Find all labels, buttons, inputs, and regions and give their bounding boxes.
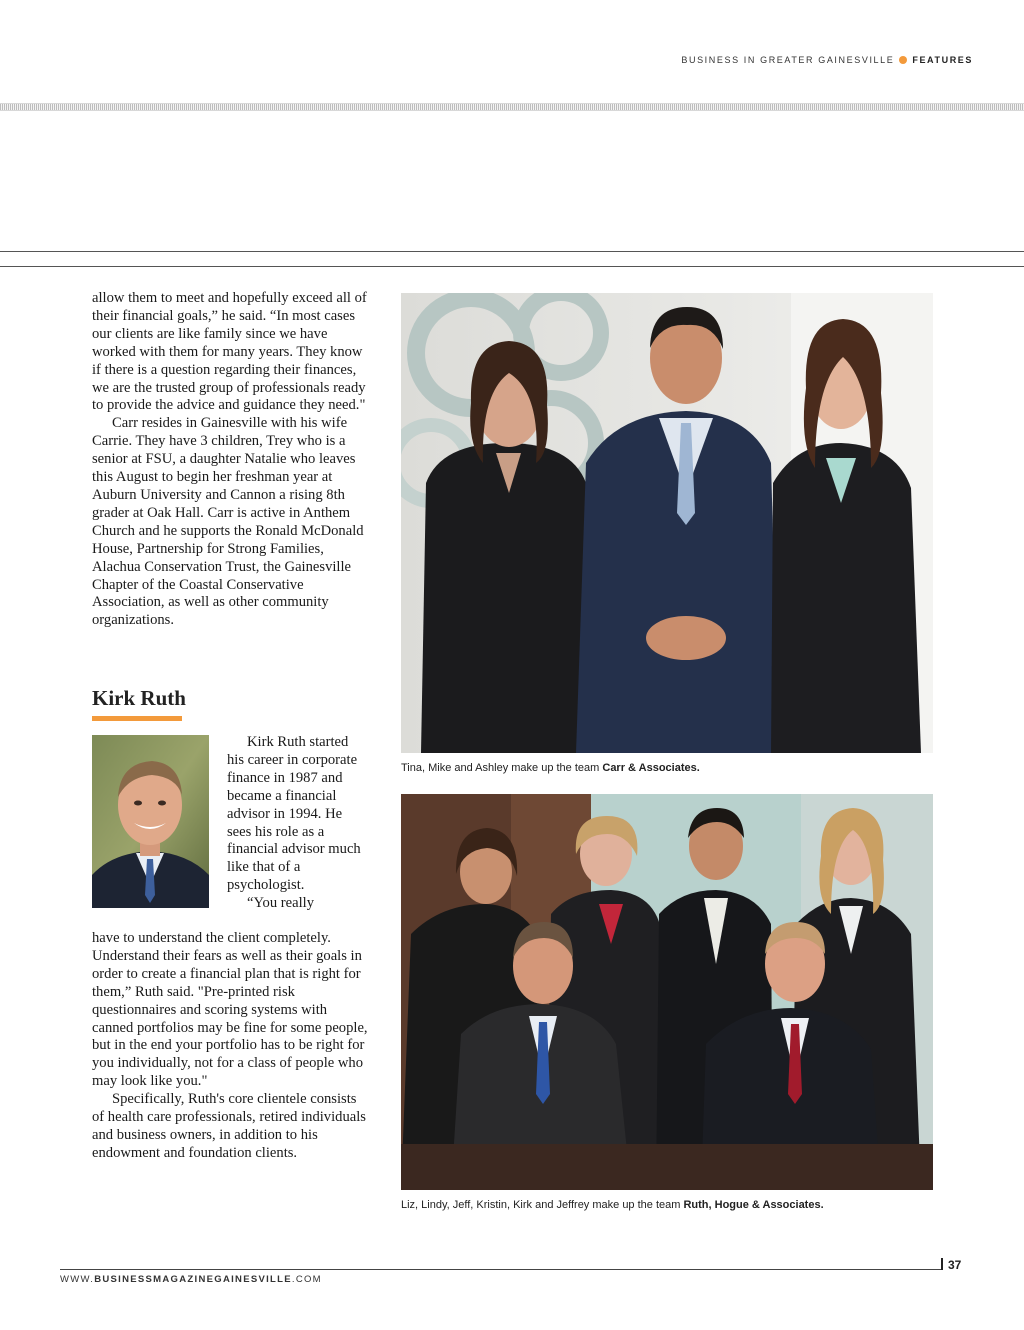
carr-associates-team-photo <box>401 293 933 753</box>
ruth-photo-caption <box>401 1199 824 1211</box>
caption-text: Tina, Mike and Ashley make up the team <box>401 762 603 774</box>
kirk-paragraph-2-rest: have to understand the client completely. Understand their fears as well as their goals in order to create a financial plan that is right for them,” Ruth said. "Pre-printed risk questionnaires and scoring systems with canned portfolios may be fine for some people, but in the end your portfolio has to be right for you individually, not for a class of people who may look like you." <box>92 930 368 1090</box>
running-header <box>681 55 973 65</box>
orange-dot-icon <box>899 56 907 64</box>
caption-team-name: Ruth, Hogue & Associates. <box>683 1199 824 1211</box>
caption-team-name: Carr & Associates. <box>602 762 700 774</box>
ruth-hogue-team-photo <box>401 794 933 1190</box>
footer-tick <box>941 1258 943 1270</box>
carr-article-text <box>92 290 372 630</box>
decorative-hatch-bar <box>0 103 1024 111</box>
url-main: BUSINESSMAGAZINEGAINESVILLE <box>94 1274 292 1285</box>
section-name: FEATURES <box>912 55 973 65</box>
carr-paragraph-2: Carr resides in Gainesville with his wife Carrie. They have 3 children, Trey who is a senior at FSU, a daughter Natalie who leaves this August to begin her freshman year at Auburn University and Cannon a rising 8th grader at Oak Hall. Carr is active in Anthem Church and he supports the Ronald McDonald House, Partnership for Strong Families, Alachua Conservation Trust, the Gainesville Chapter of the Coastal Conservative Association, as well as other community organizations. <box>92 415 364 629</box>
carr-paragraph-1: allow them to meet and hopefully exceed all of their financial goals,” he said. “In most cases our clients are like family since we have worked with them for many years. They know if there is a question regarding their finances, we are the trusted group of professionals ready to provide the advice and guidance they need." <box>92 290 367 414</box>
kirk-intro-text <box>227 734 367 913</box>
publication-name: BUSINESS IN GREATER GAINESVILLE <box>681 55 895 65</box>
footer-rule <box>60 1269 942 1270</box>
divider-rule <box>0 251 1024 252</box>
kirk-paragraph-3: Specifically, Ruth's core clientele consists of health care professionals, retired individuals and business owners, in addition to his endowment and foundation clients. <box>92 1091 366 1161</box>
heading-underline <box>92 716 182 721</box>
footer-website-url <box>60 1274 322 1285</box>
carr-photo-caption <box>401 762 700 774</box>
url-prefix: WWW. <box>60 1274 95 1285</box>
url-suffix: .COM <box>291 1274 322 1285</box>
kirk-ruth-headshot <box>92 735 209 908</box>
kirk-paragraph-2-start: “You really <box>247 895 315 912</box>
kirk-ruth-heading: Kirk Ruth <box>92 686 186 710</box>
divider-rule <box>0 266 1024 267</box>
kirk-continued-text <box>92 930 372 1163</box>
caption-text: Liz, Lindy, Jeff, Kristin, Kirk and Jeffrey make up the team <box>401 1199 684 1211</box>
kirk-paragraph-1: Kirk Ruth started his career in corporate finance in 1987 and became a financial advisor in 1994. He sees his role as a financial advisor much like that of a psychologist. <box>227 734 361 894</box>
page-number: 37 <box>948 1258 962 1272</box>
